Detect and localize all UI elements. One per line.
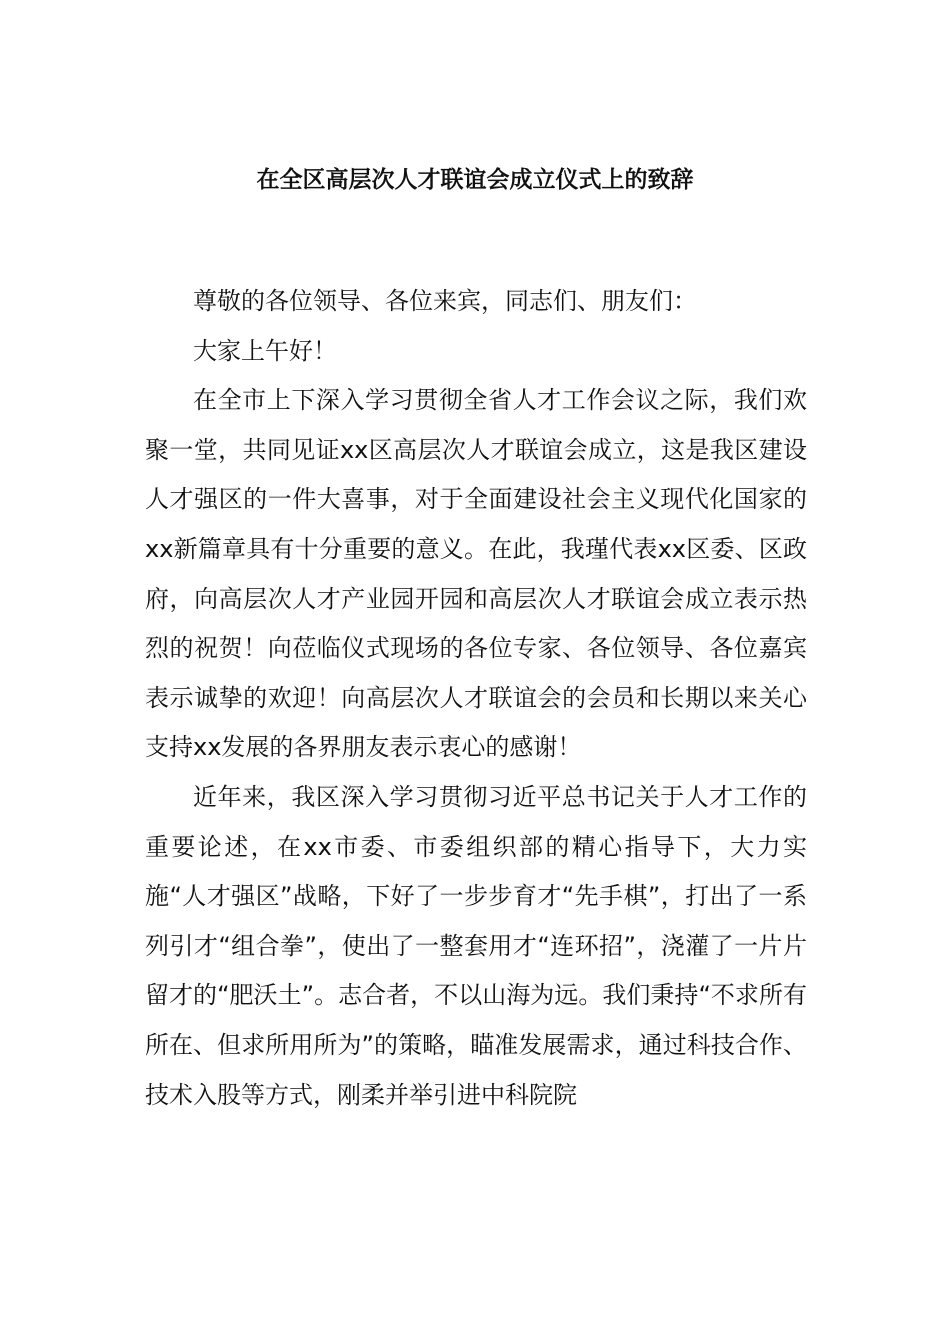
salutation-paragraph: 尊敬的各位领导、各位来宾，同志们、朋友们： bbox=[193, 287, 697, 315]
document-title: 在全区高层次人才联谊会成立仪式上的致辞 bbox=[256, 167, 694, 193]
body-paragraph: 近年来，我区深入学习贯彻习近平总书记关于人才工作的重要论述，在xx市委、市委组织部的精心指导下，大力实施“人才强区”战略，下好了一步步育才“先手棋”，打出了一系列引才“组合拳”，使出了一整套用才“连环招”，浇灌了一片片留才的“肥沃土”。志合者，不以山海为远。我们秉持“不求所有所在、但求所用所为”的策略，瞄准发展需求，通过科技合作、技术入股等方式，刚柔并举引进中科院院 bbox=[145, 782, 807, 1109]
greeting-paragraph: 大家上午好！ bbox=[193, 336, 337, 365]
document-body bbox=[145, 277, 807, 1120]
body-paragraph: 在全市上下深入学习贯彻全省人才工作会议之际，我们欢聚一堂，共同见证xx区高层次人才联谊会成立，这是我区建设人才强区的一件大喜事，对于全面建设社会主义现代化国家的xx新篇章具有十分重要的意义。在此，我瑾代表xx区委、区政府，向高层次人才产业园开园和高层次人才联谊会成立表示热烈的祝贺！向莅临仪式现场的各位专家、各位领导、各位嘉宾表示诚挚的欢迎！向高层次人才联谊会的会员和长期以来关心支持xx发展的各界朋友表示衷心的感谢！ bbox=[145, 386, 807, 762]
